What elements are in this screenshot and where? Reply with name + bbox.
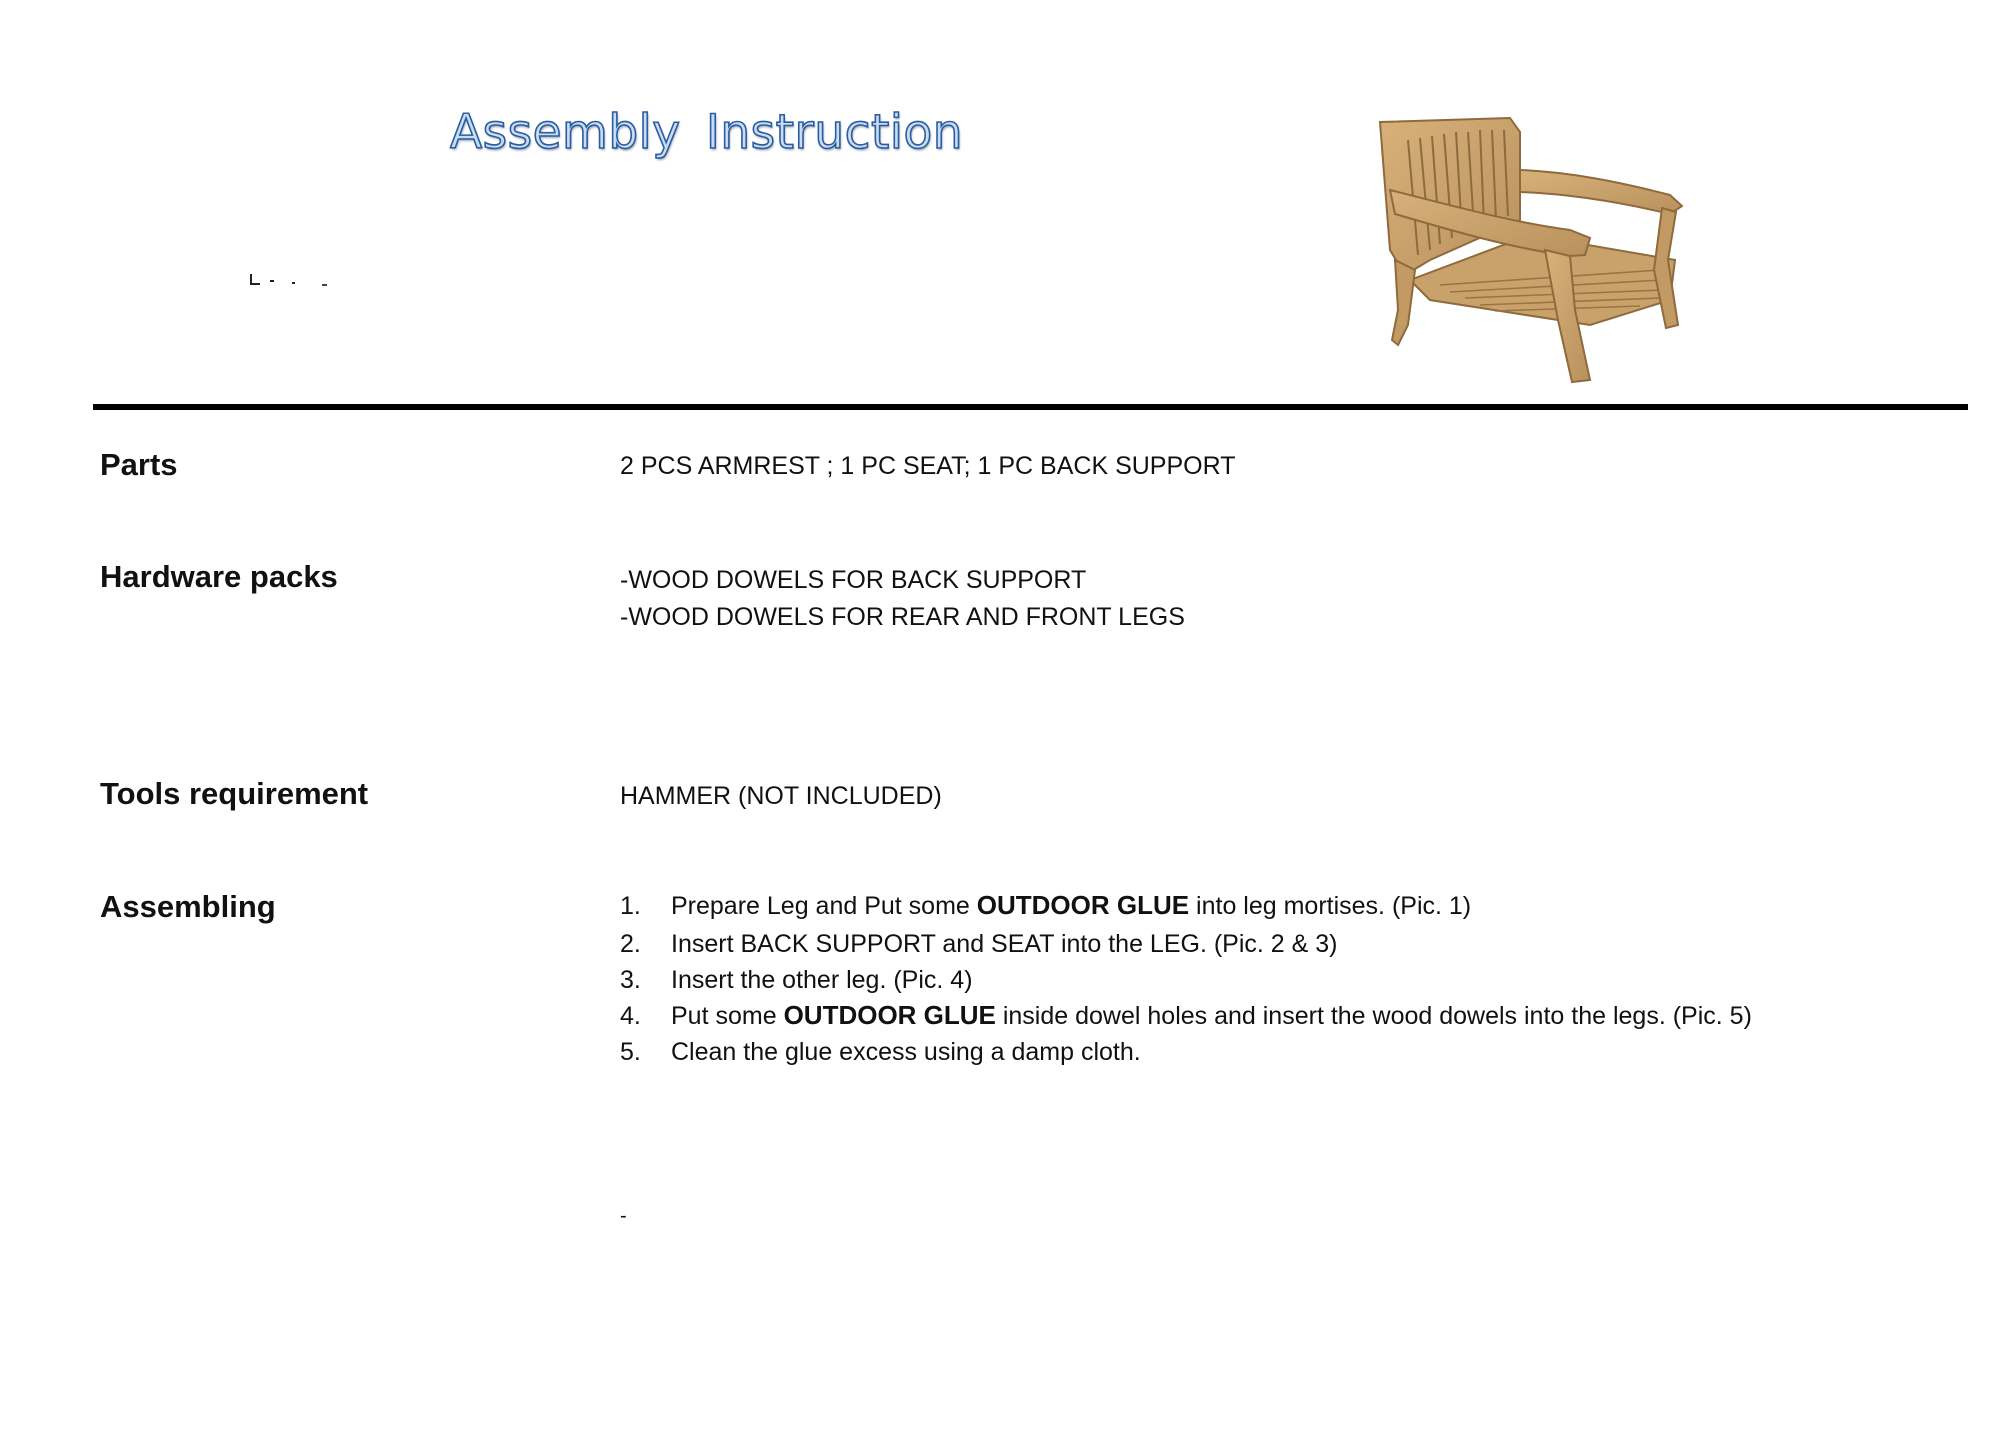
step-number: 4. (620, 1002, 641, 1030)
tools-label: Tools requirement (100, 776, 369, 811)
step-number: 1. (620, 892, 641, 920)
hardware-label: Hardware packs (100, 559, 338, 594)
step-text (671, 928, 1338, 959)
assembling-label: Assembling (100, 889, 276, 924)
step-text-part: Prepare Leg and Put some (671, 892, 977, 920)
page-title: Assembly Instruction (450, 105, 964, 160)
step-text-part: Insert the other leg. (Pic. 4) (671, 966, 973, 994)
step-text-part: Clean the glue excess using a damp cloth. (671, 1038, 1141, 1066)
hardware-list (620, 562, 1185, 636)
parts-value: 2 PCS ARMREST ; 1 PC SEAT; 1 PC BACK SUPPORT (620, 452, 1236, 480)
header-divider (93, 404, 1968, 410)
cropped-text-artifact (248, 270, 330, 288)
step-emphasis: OUTDOOR GLUE (783, 1000, 996, 1030)
step-text (671, 964, 973, 995)
step-text-part: Insert BACK SUPPORT and SEAT into the LEG. (Pic. 2 & 3) (671, 930, 1338, 958)
step-text (671, 1000, 1752, 1031)
step-text (671, 890, 1471, 921)
step-text (671, 1036, 1141, 1067)
hardware-item: -WOOD DOWELS FOR BACK SUPPORT (620, 566, 1087, 594)
step-number: 5. (620, 1038, 641, 1066)
step-number: 2. (620, 930, 641, 958)
step-text-part: inside dowel holes and insert the wood dowels into the legs. (Pic. 5) (995, 1002, 1752, 1030)
step-text-part: Put some (671, 1002, 784, 1030)
parts-label: Parts (100, 447, 178, 482)
stray-mark: - (620, 1205, 627, 1227)
step-number: 3. (620, 966, 641, 994)
chair-image (1370, 110, 1710, 390)
hardware-item: -WOOD DOWELS FOR REAR AND FRONT LEGS (620, 603, 1185, 631)
tools-value: HAMMER (NOT INCLUDED) (620, 782, 942, 810)
step-emphasis: OUTDOOR GLUE (976, 890, 1190, 920)
step-text-part: into leg mortises. (Pic. 1) (1189, 892, 1472, 920)
